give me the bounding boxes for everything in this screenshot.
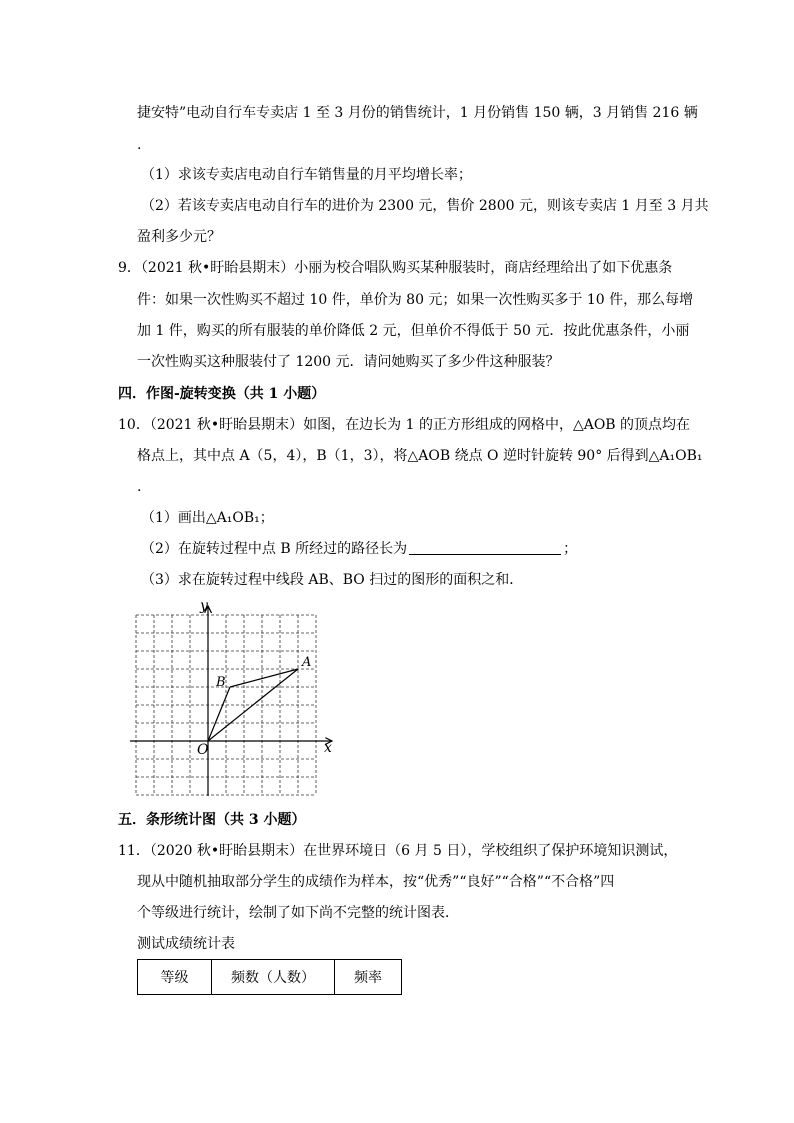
q9-line4: 一次性购买这种服装付了 1200 元．请问她购买了多少件这种服装？ — [137, 354, 560, 370]
segment-BA — [230, 669, 298, 687]
stats-table — [137, 959, 402, 995]
q10-part2-text: （2）在旋转过程中点 B 所经过的路径长为 — [141, 541, 408, 557]
q10-part2-end: ； — [563, 541, 578, 557]
y-axis-label: y — [200, 600, 208, 614]
table-header-row — [138, 960, 402, 995]
q10-part1: （1）画出△A₁OB₁； — [141, 510, 274, 526]
header-frequency: 频数（人数） — [212, 960, 335, 995]
q10-part3: （3）求在旋转过程中线段 AB、BO 扫过的图形的面积之和． — [141, 572, 524, 588]
q9-line3: 加 1 件，购买的所有服装的单价降低 2 元，但单价不得低于 50 元．按此优惠条件，小丽 — [137, 323, 690, 339]
q8-part1: （1）求该专卖店电动自行车销售量的月平均增长率； — [141, 167, 472, 183]
q9-line1: 9．（2021 秋•盱眙县期末）小丽为校合唱队购买某种服装时，商店经理给出了如下优惠条 — [118, 260, 673, 276]
q9-line2: 件：如果一次性购买不超过 10 件，单价为 80 元；如果一次性购买多于 10 件，那么每增 — [137, 292, 694, 308]
q8-part2b: 盈利多少元？ — [137, 229, 221, 245]
header-rate: 频率 — [335, 960, 402, 995]
section-5-heading: 五．条形统计图（共 3 小题） — [118, 812, 306, 828]
section-4-heading: 四．作图-旋转变换（共 1 小题） — [118, 386, 326, 402]
header-grade: 等级 — [138, 960, 212, 995]
q11-line3: 个等级进行统计，绘制了如下尚不完整的统计图表． — [137, 905, 459, 921]
grid-lines — [136, 615, 316, 795]
q10-line2-period: . — [137, 479, 142, 495]
point-A-label: A — [302, 655, 312, 670]
coordinate-grid-figure — [124, 600, 339, 800]
q8-part2a: （2）若该专卖店电动自行车的进价为 2300 元，售价 2800 元，则该专卖店 1 月至 3 月共 — [141, 198, 709, 214]
q8-line1: 捷安特”电动自行车专卖店 1 至 3 月份的销售统计，1 月份销售 150 辆，3 月销售 216 辆 — [137, 105, 698, 121]
point-B-label: B — [216, 675, 226, 690]
q10-part2 — [141, 540, 577, 558]
x-axis-label: x — [324, 740, 332, 756]
table-title: 测试成绩统计表 — [137, 936, 235, 952]
q10-line1: 10．（2021 秋•盱眙县期末）如图，在边长为 1 的正方形组成的网格中，△AOB 的顶点均在 — [118, 417, 691, 433]
q11-line1: 11．（2020 秋•盱眙县期末）在世界环境日（6 月 5 日），学校组织了保护环境知识测试， — [118, 843, 678, 859]
point-O-label: O — [197, 742, 209, 758]
q8-line1-period: . — [137, 137, 142, 153]
q10-line2: 格点上，其中点 A（5，4），B（1，3），将△AOB 绕点 O 逆时针旋转 90° 后得到△A₁OB₁ — [137, 448, 703, 464]
q11-line2: 现从中随机抽取部分学生的成绩作为样本，按“优秀”“良好”“合格”“不合格”四 — [137, 874, 615, 890]
answer-blank — [409, 540, 561, 555]
